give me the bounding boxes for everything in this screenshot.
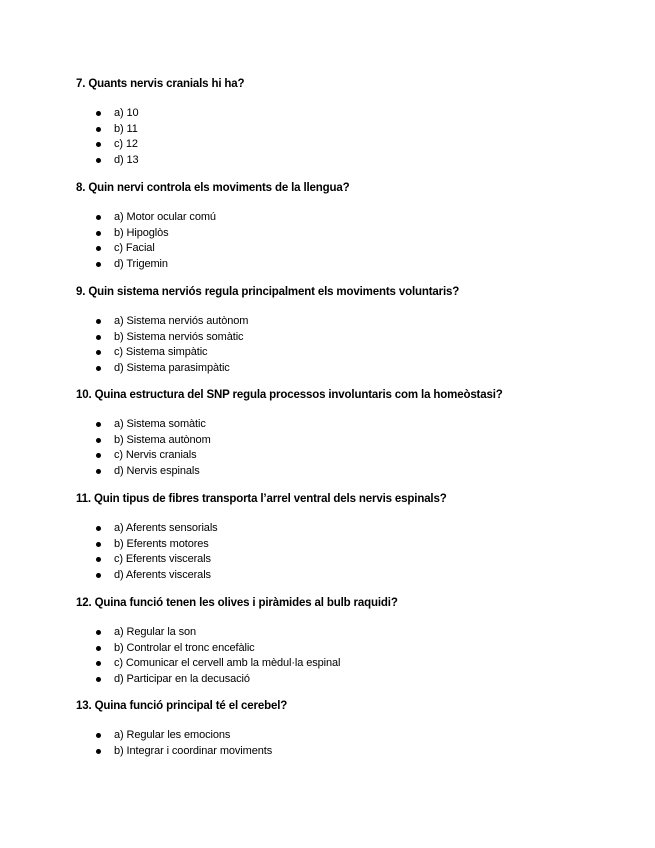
bullet-icon — [96, 142, 101, 147]
bullet-icon — [96, 557, 101, 562]
bullet-icon — [96, 661, 101, 666]
answer-option: c) Facial — [114, 242, 155, 255]
question-title: 11. Quin tipus de fibres transporta l’arrel ventral dels nervis espinals? — [76, 493, 447, 505]
answer-option: d) Aferents viscerals — [114, 568, 211, 581]
bullet-icon — [96, 262, 101, 267]
answer-option: b) Eferents motores — [114, 537, 209, 550]
answer-option: b) Integrar i coordinar moviments — [114, 744, 273, 757]
bullet-icon — [96, 438, 101, 443]
answer-option: b) Sistema nerviós somàtic — [114, 330, 244, 343]
bullet-icon — [96, 573, 101, 578]
question-title: 10. Quina estructura del SNP regula processos involuntaris com la homeòstasi? — [76, 389, 503, 401]
answer-option: d) 13 — [114, 153, 139, 166]
bullet-icon — [96, 677, 101, 682]
answer-option: d) Sistema parasimpàtic — [114, 361, 230, 374]
answer-option: a) Regular les emocions — [114, 729, 231, 741]
bullet-icon — [96, 453, 101, 458]
answer-option: a) Motor ocular comú — [114, 211, 216, 223]
bullet-icon — [96, 749, 101, 754]
bullet-icon — [96, 111, 101, 116]
bullet-icon — [96, 231, 101, 236]
answer-option: a) Sistema nerviós autònom — [114, 315, 249, 327]
answer-option: b) Controlar el tronc encefàlic — [114, 641, 255, 654]
answer-option: a) Sistema somàtic — [114, 418, 206, 430]
answer-option: c) Comunicar el cervell amb la mèdul·la espinal — [114, 657, 341, 670]
answer-option: d) Trigemin — [114, 257, 168, 270]
answer-option: c) Nervis cranials — [114, 449, 197, 462]
question-title: 8. Quin nervi controla els moviments de la llengua? — [76, 182, 350, 194]
answer-option: b) 11 — [114, 122, 138, 135]
bullet-icon — [96, 215, 101, 220]
bullet-icon — [96, 335, 101, 340]
answer-option: c) 12 — [114, 138, 138, 151]
bullet-icon — [96, 469, 101, 474]
bullet-icon — [96, 319, 101, 324]
answer-option: a) Regular la son — [114, 626, 197, 638]
answer-option: b) Hipoglòs — [114, 226, 169, 239]
answer-option: d) Nervis espinals — [114, 464, 200, 477]
answer-option: c) Sistema simpàtic — [114, 346, 208, 359]
answer-option: a) Aferents sensorials — [114, 522, 218, 534]
bullet-icon — [96, 246, 101, 251]
bullet-icon — [96, 422, 101, 427]
question-title: 12. Quina funció tenen les olives i piràmides al bulb raquidi? — [76, 597, 398, 609]
answer-option: d) Participar en la decusació — [114, 672, 250, 685]
question-title: 9. Quin sistema nerviós regula principalment els moviments voluntaris? — [76, 286, 460, 298]
bullet-icon — [96, 526, 101, 531]
bullet-icon — [96, 127, 101, 132]
bullet-icon — [96, 350, 101, 355]
bullet-icon — [96, 630, 101, 635]
question-title: 7. Quants nervis cranials hi ha? — [76, 78, 245, 90]
answer-option: c) Eferents viscerals — [114, 553, 211, 566]
question-title: 13. Quina funció principal té el cerebel? — [76, 700, 288, 712]
bullet-icon — [96, 646, 101, 651]
bullet-icon — [96, 158, 101, 163]
bullet-icon — [96, 542, 101, 547]
answer-option: b) Sistema autònom — [114, 433, 211, 446]
answer-option: a) 10 — [114, 107, 139, 119]
bullet-icon — [96, 733, 101, 738]
bullet-icon — [96, 366, 101, 371]
